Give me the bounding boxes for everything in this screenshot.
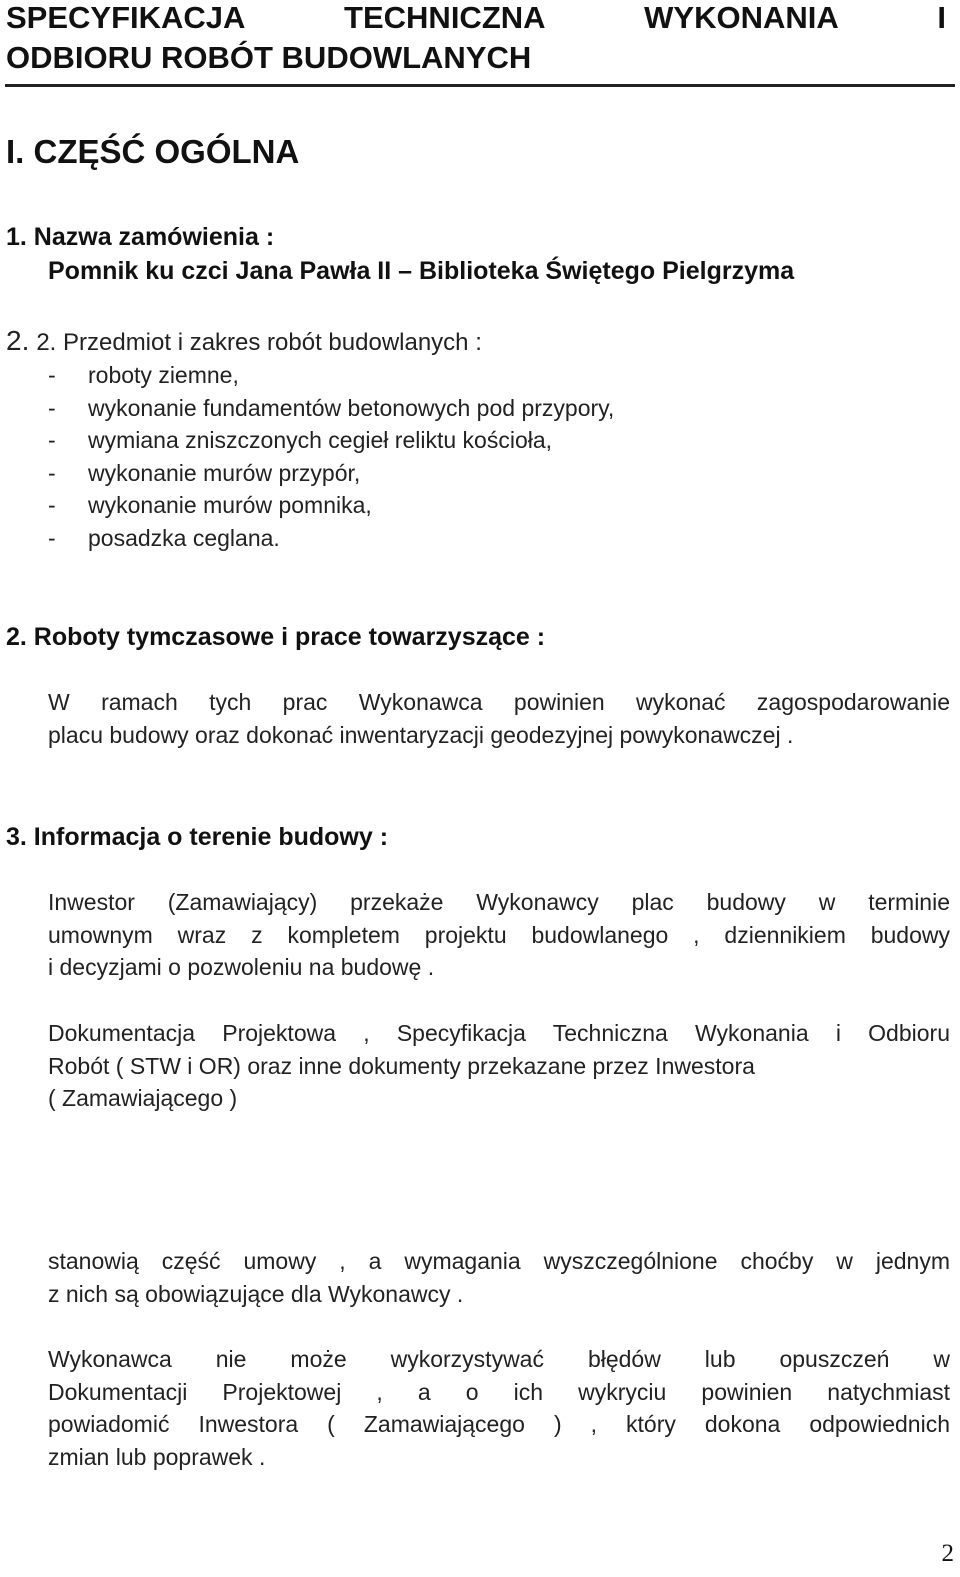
list-item-text: wykonanie fundamentów betonowych pod przypory, bbox=[88, 394, 615, 421]
order-name-value: Pomnik ku czci Jana Pawła II – Biblioteka Świętego Pielgrzyma bbox=[48, 257, 795, 285]
bullet-dash: - bbox=[48, 492, 56, 519]
site-info-paragraph-3 bbox=[48, 1245, 950, 1310]
title-word: WYKONANIA bbox=[644, 0, 839, 35]
list-item-text: wymiana zniszczonych cegieł reliktu kościoła, bbox=[88, 427, 553, 454]
document-title bbox=[6, 0, 946, 78]
list-item bbox=[48, 392, 928, 425]
paragraph-line: powiadomić Inwestora ( Zamawiającego ) , który dokona odpowiednich bbox=[48, 1411, 950, 1438]
list-item bbox=[48, 359, 928, 392]
paragraph-line: zmian lub poprawek . bbox=[48, 1443, 266, 1470]
paragraph-line: ( Zamawiającego ) bbox=[48, 1085, 238, 1112]
scope-heading-text: 2. Przedmiot i zakres robót budowlanych : bbox=[36, 329, 482, 356]
page-number: 2 bbox=[941, 1540, 954, 1567]
section-heading-order-name: 1. Nazwa zamówienia : bbox=[6, 223, 275, 251]
list-item bbox=[48, 424, 928, 457]
paragraph-line: i decyzjami o pozwoleniu na budowę . bbox=[48, 954, 435, 981]
bullet-dash: - bbox=[48, 362, 56, 388]
paragraph-line: Dokumentacja Projektowa , Specyfikacja Techniczna Wykonania i Odbioru bbox=[48, 1020, 950, 1046]
paragraph-line: W ramach tych prac Wykonawca powinien wykonać zagospodarowanie bbox=[48, 689, 950, 715]
part-heading: I. CZĘŚĆ OGÓLNA bbox=[6, 133, 300, 170]
paragraph-line: z nich są obowiązujące dla Wykonawcy . bbox=[48, 1280, 464, 1307]
document-title-line-1 bbox=[6, 0, 946, 38]
section-heading-site-info: 3. Informacja o terenie budowy : bbox=[6, 823, 389, 851]
paragraph-line: Inwestor (Zamawiający) przekaże Wykonawcy plac budowy w terminie bbox=[48, 889, 950, 915]
list-item-text: wykonanie murów przypór, bbox=[88, 459, 361, 486]
list-item bbox=[48, 457, 928, 490]
document-title-line-2: ODBIORU ROBÓT BUDOWLANYCH bbox=[6, 40, 532, 75]
bullet-dash: - bbox=[48, 427, 56, 454]
title-word: SPECYFIKACJA bbox=[6, 0, 246, 35]
temporary-works-paragraph bbox=[48, 686, 950, 751]
title-word: TECHNICZNA bbox=[344, 0, 546, 35]
site-info-paragraph-4 bbox=[48, 1343, 950, 1473]
bullet-dash: - bbox=[48, 459, 56, 486]
paragraph-line: Wykonawca nie może wykorzystywać błędów lub opuszczeń w bbox=[48, 1346, 950, 1372]
section-heading-scope: 2. 2. Przedmiot i zakres robót budowlanych : bbox=[6, 325, 482, 356]
paragraph-line: Robót ( STW i OR) oraz inne dokumenty przekazane przez Inwestora bbox=[48, 1052, 755, 1079]
site-info-paragraph-1 bbox=[48, 886, 950, 984]
paragraph-line: stanowią część umowy , a wymagania wyszczególnione choćby w jednym bbox=[48, 1248, 950, 1274]
list-item bbox=[48, 522, 928, 555]
title-word: I bbox=[937, 0, 946, 35]
section-heading-temporary-works: 2. Roboty tymczasowe i prace towarzyszące : bbox=[6, 623, 546, 651]
scope-list bbox=[48, 359, 928, 555]
list-item bbox=[48, 489, 928, 522]
bullet-dash: - bbox=[48, 394, 56, 421]
title-underline bbox=[5, 84, 955, 87]
paragraph-line: placu budowy oraz dokonać inwentaryzacji geodezyjnej powykonawczej . bbox=[48, 721, 794, 748]
paragraph-line: Dokumentacji Projektowej , a o ich wykryciu powinien natychmiast bbox=[48, 1378, 950, 1405]
list-item-text: roboty ziemne, bbox=[88, 362, 239, 388]
site-info-paragraph-2 bbox=[48, 1017, 950, 1115]
list-item-text: wykonanie murów pomnika, bbox=[88, 492, 372, 519]
list-item-text: posadzka ceglana. bbox=[88, 524, 280, 551]
bullet-dash: - bbox=[48, 524, 56, 551]
paragraph-line: umownym wraz z kompletem projektu budowlanego , dziennikiem budowy bbox=[48, 921, 950, 948]
